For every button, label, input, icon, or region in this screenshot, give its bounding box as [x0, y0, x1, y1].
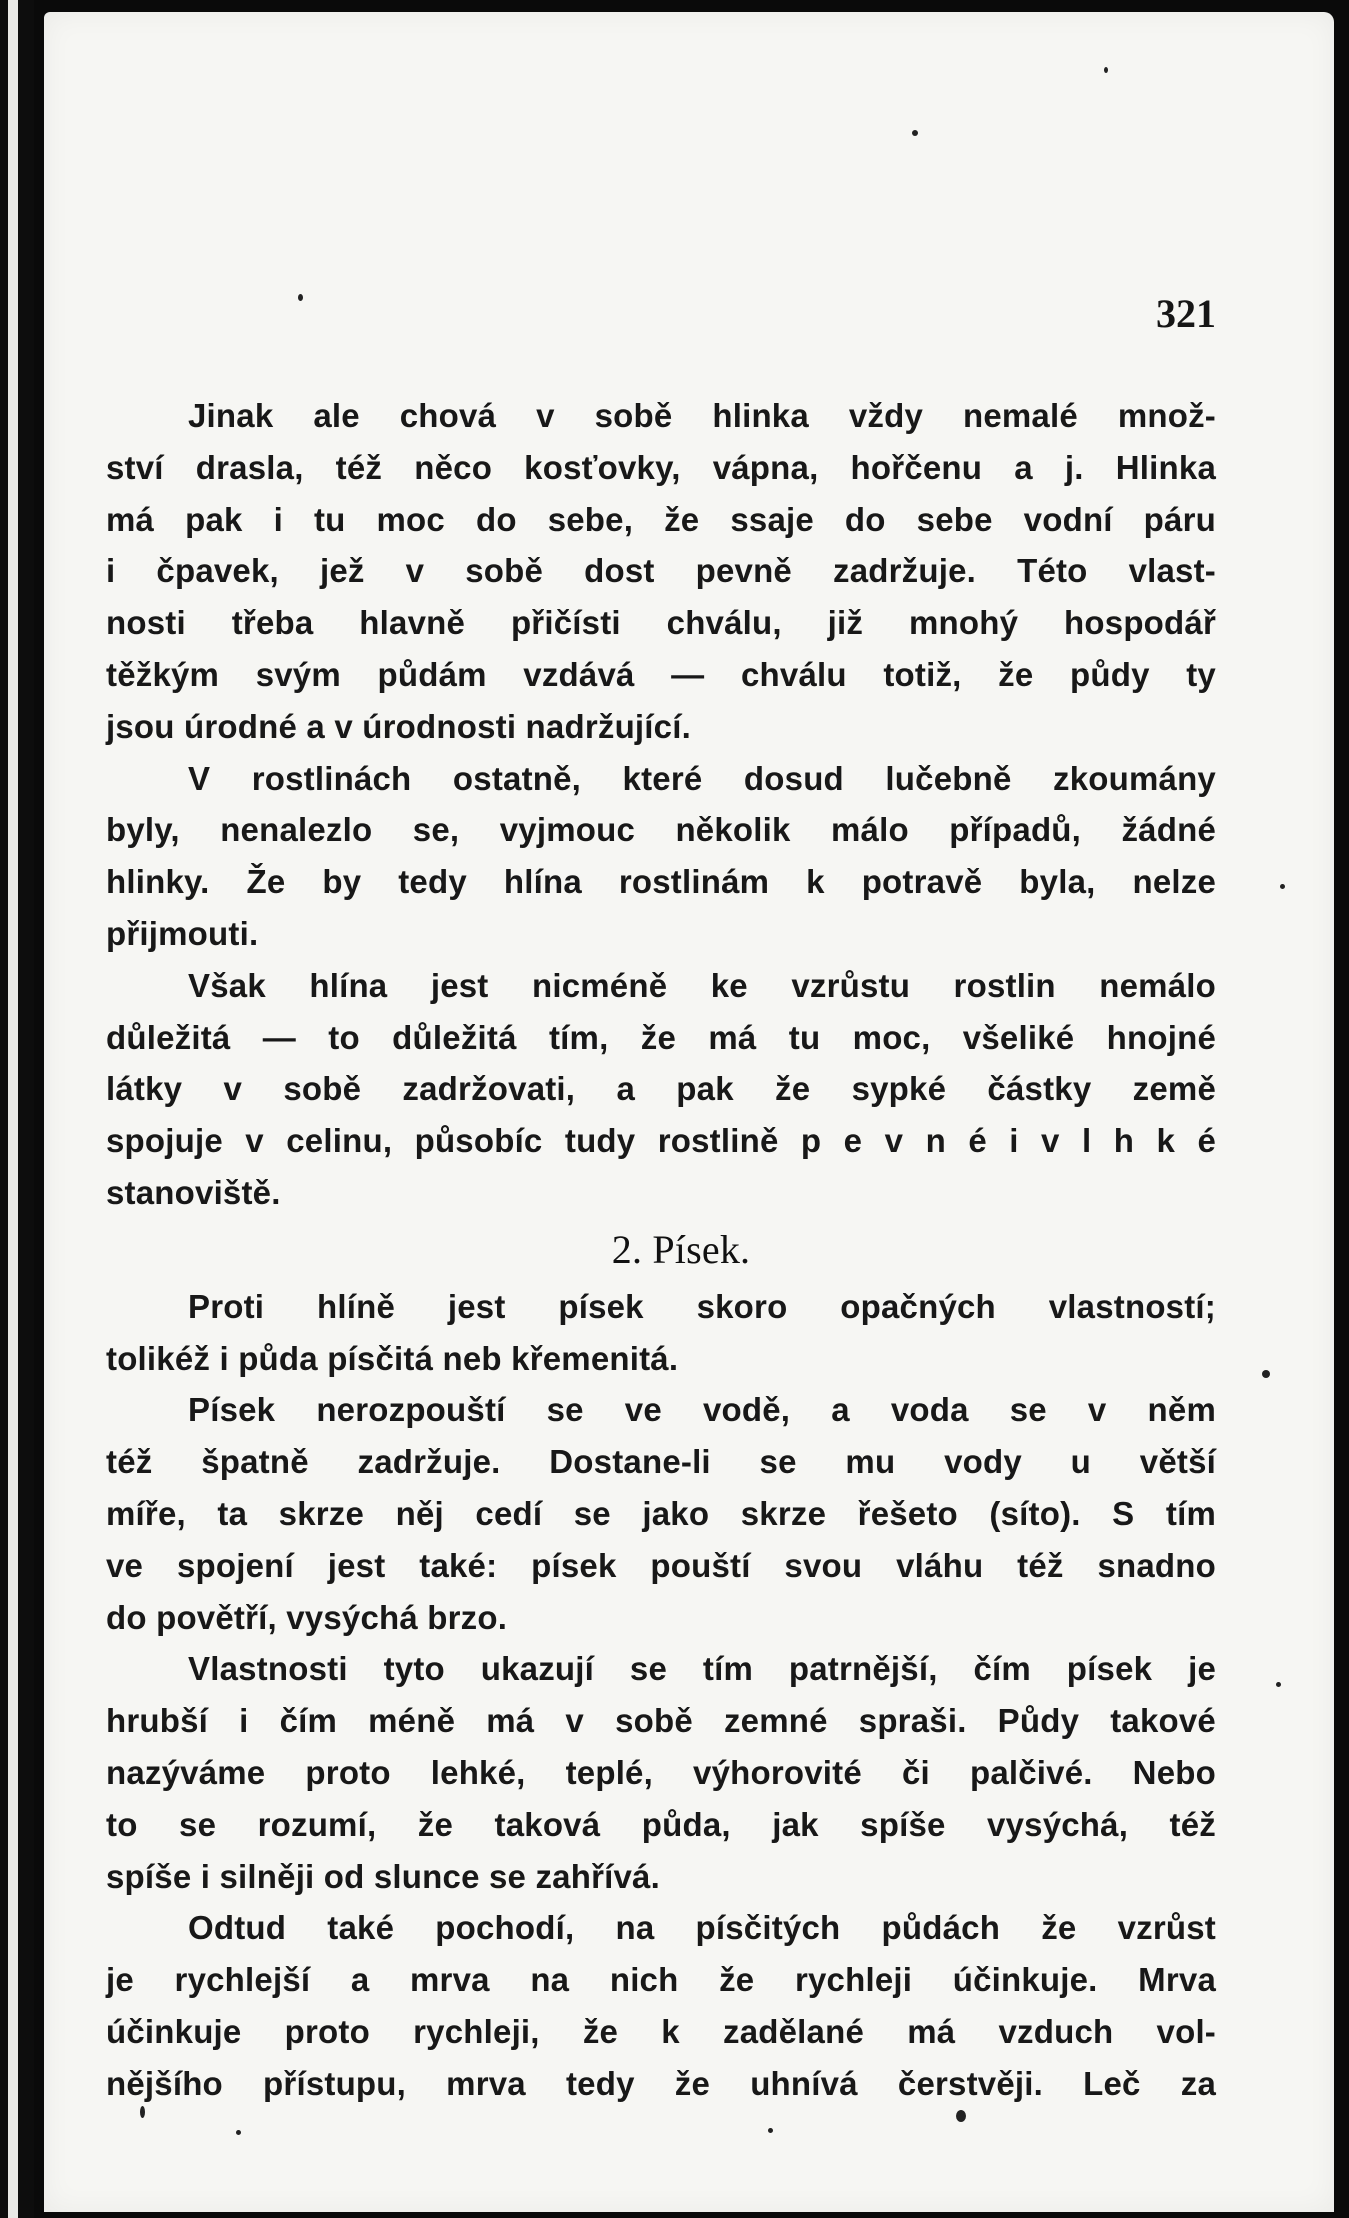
text-line: látky v sobě zadržovati, a pak že sypké částky země — [106, 1070, 1216, 1108]
text-line: ve spojení jest také: písek pouští svou vláhu též snadno — [106, 1546, 1216, 1584]
text-line: i čpavek, jež v sobě dost pevně zadržuje. Této vlast- — [106, 552, 1216, 590]
text-line: nazýváme proto lehké, teplé, výhorovité či palčivé. Nebo — [106, 1753, 1216, 1791]
text-line: ství drasla, též něco kosťovky, vápna, hořčenu a j. Hlinka — [106, 448, 1216, 486]
print-speck — [236, 2130, 241, 2135]
text-line: tolikéž i půda písčitá neb křemenitá. — [106, 1339, 679, 1377]
text-line: těžkým svým půdám vzdává — chválu totiž, že půdy ty — [106, 655, 1216, 693]
text-line: důležitá — to důležitá tím, že má tu moc, všeliké hnojné — [106, 1018, 1216, 1056]
text-line: má pak i tu moc do sebe, že ssaje do sebe vodní páru — [106, 500, 1216, 538]
text-line: Proti hlíně jest písek skoro opačných vlastností; — [188, 1287, 1216, 1325]
text-line: V rostlinách ostatně, které dosud lučebně zkoumány — [188, 759, 1216, 797]
text-line: stanoviště. — [106, 1173, 281, 1211]
print-speck — [1276, 1682, 1281, 1687]
text-line: účinkuje proto rychleji, že k zadělané má vzduch vol- — [106, 2012, 1216, 2050]
section-heading: 2. Písek. — [611, 1226, 751, 1272]
text-line: spíše i silněji od slunce se zahřívá. — [106, 1857, 660, 1895]
text-line: míře, ta skrze něj cedí se jako skrze řešeto (síto). S tím — [106, 1494, 1216, 1532]
text-line: nosti třeba hlavně přičísti chválu, již mnohý hospodář — [106, 604, 1216, 642]
text-line: též špatně zadržuje. Dostane-li se mu vody u větší — [106, 1443, 1216, 1481]
text-line: Vlastnosti tyto ukazují se tím patrnější, čím písek je — [188, 1650, 1216, 1688]
text-line: Jinak ale chová v sobě hlinka vždy nemalé množ- — [188, 397, 1216, 434]
page-text — [106, 390, 1216, 2110]
print-speck — [1104, 67, 1108, 73]
print-speck — [1262, 1370, 1270, 1378]
print-speck — [1280, 884, 1285, 889]
text-line: přijmouti. — [106, 914, 259, 952]
text-line: nějšího přístupu, mrva tedy že uhnívá čerstvěji. Leč za — [106, 2064, 1216, 2102]
text-line: hrubší i čím méně má v sobě zemné spraši. Půdy takové — [106, 1702, 1216, 1740]
print-speck — [768, 2128, 773, 2133]
text-line: hlinky. Že by tedy hlína rostlinám k potravě byla, nelze — [106, 863, 1216, 901]
text-line: Však hlína jest nicméně ke vzrůstu rostlin nemálo — [188, 966, 1216, 1004]
text-line: jsou úrodné a v úrodnosti nadržující. — [106, 707, 691, 745]
left-page-edge — [0, 0, 34, 2218]
print-speck — [956, 2110, 966, 2122]
print-speck — [298, 294, 303, 301]
print-speck — [140, 2106, 145, 2118]
text-line: to se rozumí, že taková půda, jak spíše vysýchá, též — [106, 1805, 1216, 1843]
print-speck — [912, 130, 918, 136]
book-page — [44, 12, 1334, 2212]
text-line: Písek nerozpouští se ve vodě, a voda se v něm — [188, 1391, 1216, 1429]
text-line: spojuje v celinu, působíc tudy rostlině p e v n é i v l h k é — [106, 1122, 1216, 1160]
text-line: byly, nenalezlo se, vyjmouc několik málo případů, žádné — [106, 811, 1216, 849]
text-line: Odtud také pochodí, na písčitých půdách že vzrůst — [188, 1909, 1216, 1947]
text-line: do povětří, vysýchá brzo. — [106, 1598, 508, 1636]
adjacent-page-strip — [8, 0, 18, 2218]
text-line: je rychlejší a mrva na nich že rychleji účinkuje. Mrva — [106, 1961, 1216, 1999]
page-number: 321 — [1156, 291, 1216, 336]
